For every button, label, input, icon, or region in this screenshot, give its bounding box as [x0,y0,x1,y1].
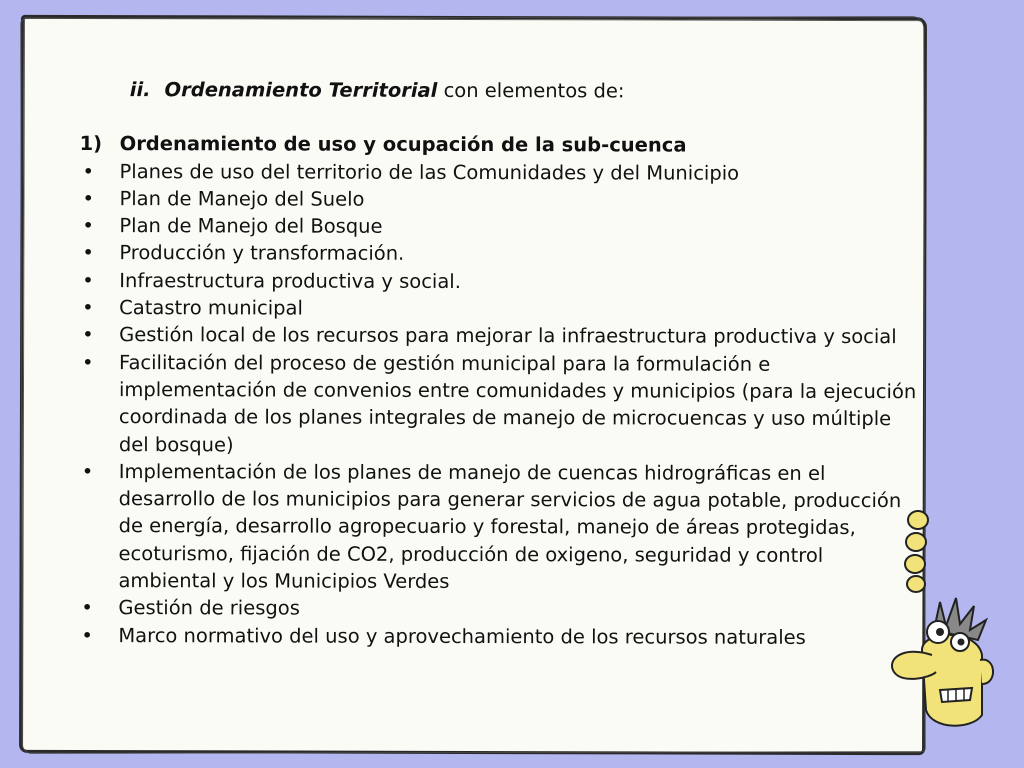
subheading-title: Ordenamiento de uso y ocupación de la sub-cuenca [119,132,687,157]
section-heading [130,76,920,105]
list-item-text: Gestión local de los recursos para mejorar la infraestructura productiva y social [119,323,897,349]
paper-sheet [19,15,927,755]
heading-rest: con elementos de: [437,78,625,103]
bullet-icon: • [81,623,93,647]
peeking-character-icon [882,480,1002,730]
bullet-icon: • [82,214,94,238]
list-item-text: Facilitación del proceso de gestión municipal para la formulación e implementación de convenios entre comunidades y municipios (para la ejecución coordinada de los planes integrales de manejo de microcuencas y uso múltiple del bosque) [118,350,917,456]
list-item [79,239,919,268]
bullet-icon: • [82,186,95,210]
list-item-text: Planes de uso del territorio de las Comunidades y del Municipio [119,159,740,185]
bullet-icon: • [81,596,93,620]
bullet-icon: • [82,296,94,320]
list-item-text: Infraestructura productiva y social. [119,268,461,293]
list-item [79,185,919,214]
numbered-subheading [80,130,920,159]
heading-title: Ordenamiento Territorial [164,78,438,102]
bullet-icon: • [82,350,94,374]
list-item [78,458,918,597]
list-item [80,158,920,187]
bullet-icon: • [82,159,95,183]
bullet-icon: • [82,323,94,347]
bullet-icon: • [81,459,94,483]
bullet-list [78,158,919,652]
list-item-text: Catastro municipal [119,296,303,320]
list-item [79,267,919,296]
list-item-text: Producción y transformación. [119,241,405,266]
list-item [79,321,919,350]
list-item [79,349,919,460]
list-item-text: Plan de Manejo del Suelo [119,186,365,211]
subheading-number: 1) [79,132,103,156]
list-item [78,622,918,651]
heading-roman-numeral: ii. [129,78,151,102]
document-content [78,76,919,651]
list-item [78,594,918,623]
list-item-text: Gestión de riesgos [118,596,300,620]
list-item [79,212,919,241]
list-item-text: Plan de Manejo del Bosque [119,214,383,238]
list-item-text: Marco normativo del uso y aprovechamiento de los recursos naturales [118,623,806,649]
bullet-icon: • [82,241,94,265]
list-item [79,294,919,323]
bullet-icon: • [82,268,94,292]
list-item-text: Implementación de los planes de manejo de cuencas hidrográficas en el desarrollo de los municipios para generar servicios de agua potable, producción de energía, desarrollo agropecuario y forestal, manejo de áreas protegidas, ecoturismo, fijación de CO2, producción de oxigeno, seguridad y control ambiental y los Municipios Verdes [118,459,902,593]
